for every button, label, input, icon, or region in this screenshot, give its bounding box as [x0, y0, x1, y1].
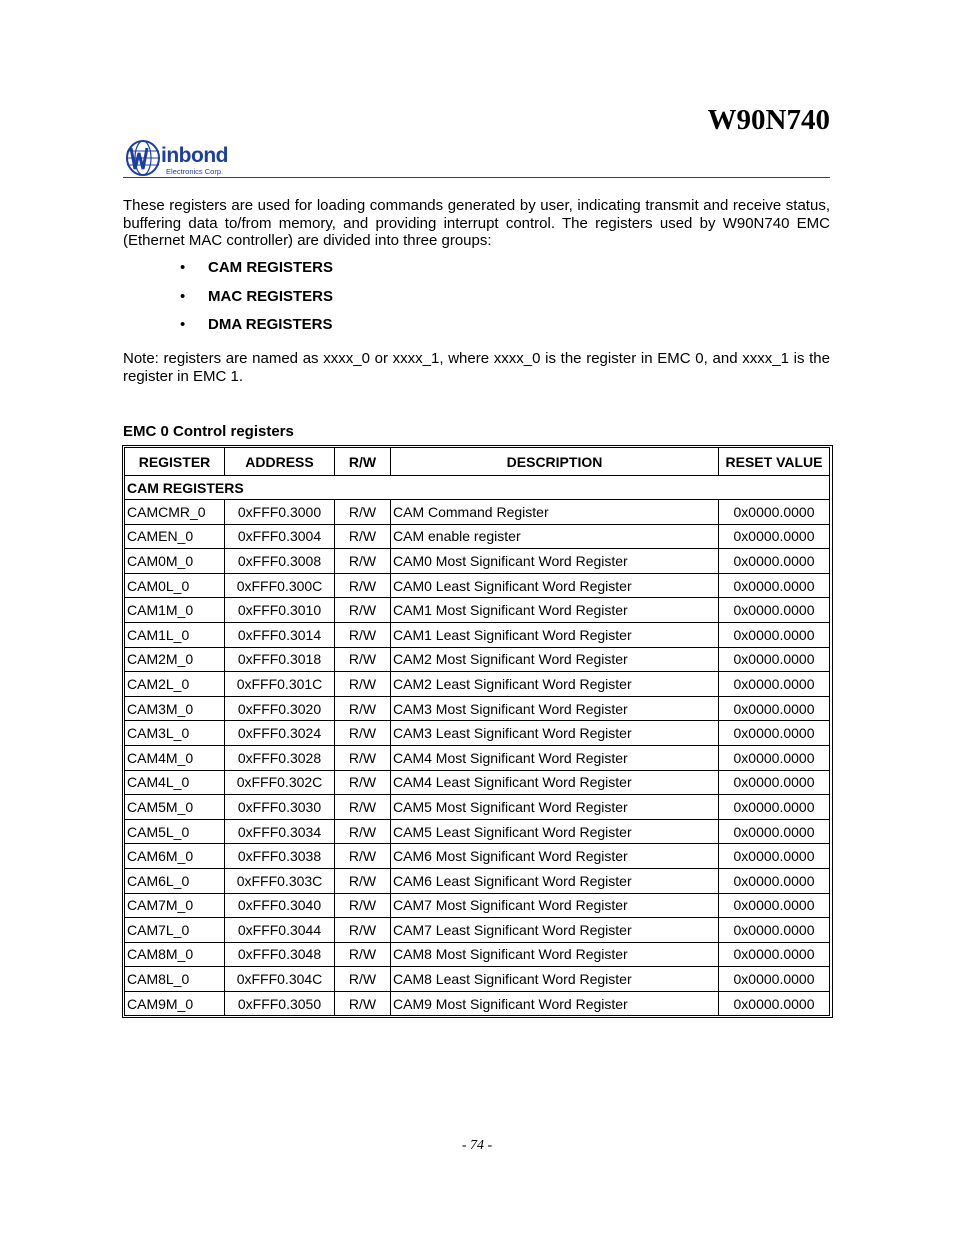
- description-cell: CAM4 Most Significant Word Register: [391, 745, 719, 770]
- logo-subtitle: Electronics Corp.: [166, 167, 224, 176]
- reset-value-cell: 0x0000.0000: [719, 598, 830, 623]
- table-row: [125, 967, 830, 992]
- table-row: [125, 893, 830, 918]
- rw-cell: R/W: [335, 991, 391, 1016]
- section-title: EMC 0 Control registers: [123, 423, 294, 440]
- reset-value-cell: 0x0000.0000: [719, 770, 830, 795]
- register-cell: CAM8M_0: [125, 942, 225, 967]
- register-cell: CAM7L_0: [125, 918, 225, 943]
- description-cell: CAM enable register: [391, 524, 719, 549]
- register-cell: CAMEN_0: [125, 524, 225, 549]
- rw-cell: R/W: [335, 549, 391, 574]
- reset-value-cell: 0x0000.0000: [719, 622, 830, 647]
- column-header: R/W: [335, 448, 391, 476]
- reset-value-cell: 0x0000.0000: [719, 991, 830, 1016]
- rw-cell: R/W: [335, 598, 391, 623]
- table-row: [125, 721, 830, 746]
- register-cell: CAM7M_0: [125, 893, 225, 918]
- table-row: [125, 795, 830, 820]
- register-cell: CAM4M_0: [125, 745, 225, 770]
- rw-cell: R/W: [335, 868, 391, 893]
- winbond-logo: [125, 139, 228, 179]
- description-cell: CAM0 Least Significant Word Register: [391, 573, 719, 598]
- address-cell: 0xFFF0.3008: [225, 549, 335, 574]
- bullet-icon: •: [180, 259, 186, 276]
- table-row: [125, 500, 830, 525]
- list-item: • CAM REGISTERS: [180, 259, 334, 276]
- table-row: [125, 573, 830, 598]
- rw-cell: R/W: [335, 844, 391, 869]
- reset-value-cell: 0x0000.0000: [719, 819, 830, 844]
- note-paragraph: Note: registers are named as xxxx_0 or xxxx_1, where xxxx_0 is the register in EMC 0, and xxxx_1 is the register in EMC 1.: [123, 350, 830, 385]
- rw-cell: R/W: [335, 770, 391, 795]
- reset-value-cell: 0x0000.0000: [719, 573, 830, 598]
- rw-cell: R/W: [335, 696, 391, 721]
- reset-value-cell: 0x0000.0000: [719, 672, 830, 697]
- description-cell: CAM3 Least Significant Word Register: [391, 721, 719, 746]
- reset-value-cell: 0x0000.0000: [719, 500, 830, 525]
- description-cell: CAM2 Most Significant Word Register: [391, 647, 719, 672]
- description-cell: CAM1 Most Significant Word Register: [391, 598, 719, 623]
- address-cell: 0xFFF0.300C: [225, 573, 335, 598]
- table-header-row: [125, 448, 830, 476]
- group-row: [125, 476, 830, 500]
- register-cell: CAM1M_0: [125, 598, 225, 623]
- description-cell: CAM5 Most Significant Word Register: [391, 795, 719, 820]
- description-cell: CAM8 Least Significant Word Register: [391, 967, 719, 992]
- bullet-icon: •: [180, 287, 186, 305]
- globe-icon: [125, 139, 165, 179]
- register-group-list: [180, 259, 333, 345]
- description-cell: CAM6 Most Significant Word Register: [391, 844, 719, 869]
- address-cell: 0xFFF0.3010: [225, 598, 335, 623]
- table-row: [125, 844, 830, 869]
- register-cell: CAM5M_0: [125, 795, 225, 820]
- description-cell: CAM8 Most Significant Word Register: [391, 942, 719, 967]
- register-cell: CAM9M_0: [125, 991, 225, 1016]
- reset-value-cell: 0x0000.0000: [719, 721, 830, 746]
- address-cell: 0xFFF0.3044: [225, 918, 335, 943]
- address-cell: 0xFFF0.304C: [225, 967, 335, 992]
- reset-value-cell: 0x0000.0000: [719, 696, 830, 721]
- header-rule: [123, 177, 830, 178]
- reset-value-cell: 0x0000.0000: [719, 868, 830, 893]
- table-row: [125, 622, 830, 647]
- description-cell: CAM2 Least Significant Word Register: [391, 672, 719, 697]
- register-cell: CAM5L_0: [125, 819, 225, 844]
- rw-cell: R/W: [335, 500, 391, 525]
- reset-value-cell: 0x0000.0000: [719, 524, 830, 549]
- address-cell: 0xFFF0.301C: [225, 672, 335, 697]
- address-cell: 0xFFF0.303C: [225, 868, 335, 893]
- rw-cell: R/W: [335, 524, 391, 549]
- rw-cell: R/W: [335, 942, 391, 967]
- address-cell: 0xFFF0.3040: [225, 893, 335, 918]
- address-cell: 0xFFF0.3050: [225, 991, 335, 1016]
- rw-cell: R/W: [335, 672, 391, 697]
- address-cell: 0xFFF0.3024: [225, 721, 335, 746]
- register-cell: CAM6M_0: [125, 844, 225, 869]
- rw-cell: R/W: [335, 795, 391, 820]
- document-title: W90N740: [707, 104, 830, 136]
- description-cell: CAM5 Least Significant Word Register: [391, 819, 719, 844]
- column-header: ADDRESS: [225, 448, 335, 476]
- description-cell: CAM7 Most Significant Word Register: [391, 893, 719, 918]
- intro-paragraph: These registers are used for loading commands generated by user, indicating transmit and receive status, buffering data to/from memory, and providing interrupt control. The registers used by W90N740 EMC (Ethernet MAC controller) are divided into three groups:: [123, 197, 830, 249]
- description-cell: CAM0 Most Significant Word Register: [391, 549, 719, 574]
- list-item: • MAC REGISTERS: [180, 287, 334, 305]
- column-header: REGISTER: [125, 448, 225, 476]
- reset-value-cell: 0x0000.0000: [719, 893, 830, 918]
- register-table-frame: [122, 445, 833, 1018]
- description-cell: CAM3 Most Significant Word Register: [391, 696, 719, 721]
- list-item: • DMA REGISTERS: [180, 316, 333, 333]
- address-cell: 0xFFF0.3004: [225, 524, 335, 549]
- column-header: RESET VALUE: [719, 448, 830, 476]
- address-cell: 0xFFF0.3018: [225, 647, 335, 672]
- column-header: DESCRIPTION: [391, 448, 719, 476]
- address-cell: 0xFFF0.3048: [225, 942, 335, 967]
- address-cell: 0xFFF0.3000: [225, 500, 335, 525]
- register-cell: CAM0L_0: [125, 573, 225, 598]
- table-row: [125, 647, 830, 672]
- register-cell: CAM6L_0: [125, 868, 225, 893]
- rw-cell: R/W: [335, 893, 391, 918]
- reset-value-cell: 0x0000.0000: [719, 918, 830, 943]
- table-row: [125, 672, 830, 697]
- rw-cell: R/W: [335, 745, 391, 770]
- reset-value-cell: 0x0000.0000: [719, 549, 830, 574]
- register-cell: CAM2M_0: [125, 647, 225, 672]
- table-row: [125, 696, 830, 721]
- register-cell: CAM3L_0: [125, 721, 225, 746]
- reset-value-cell: 0x0000.0000: [719, 967, 830, 992]
- rw-cell: R/W: [335, 622, 391, 647]
- address-cell: 0xFFF0.3020: [225, 696, 335, 721]
- reset-value-cell: 0x0000.0000: [719, 745, 830, 770]
- address-cell: 0xFFF0.3030: [225, 795, 335, 820]
- group-label: CAM REGISTERS: [125, 476, 830, 500]
- description-cell: CAM4 Least Significant Word Register: [391, 770, 719, 795]
- description-cell: CAM1 Least Significant Word Register: [391, 622, 719, 647]
- description-cell: CAM9 Most Significant Word Register: [391, 991, 719, 1016]
- register-cell: CAMCMR_0: [125, 500, 225, 525]
- table-row: [125, 819, 830, 844]
- description-cell: CAM6 Least Significant Word Register: [391, 868, 719, 893]
- description-cell: CAM7 Least Significant Word Register: [391, 918, 719, 943]
- rw-cell: R/W: [335, 647, 391, 672]
- table-row: [125, 598, 830, 623]
- address-cell: 0xFFF0.3028: [225, 745, 335, 770]
- table-row: [125, 770, 830, 795]
- rw-cell: R/W: [335, 819, 391, 844]
- table-row: [125, 942, 830, 967]
- table-row: [125, 745, 830, 770]
- register-table: [124, 447, 830, 1016]
- rw-cell: R/W: [335, 967, 391, 992]
- address-cell: 0xFFF0.3014: [225, 622, 335, 647]
- rw-cell: R/W: [335, 918, 391, 943]
- rw-cell: R/W: [335, 721, 391, 746]
- address-cell: 0xFFF0.3038: [225, 844, 335, 869]
- reset-value-cell: 0x0000.0000: [719, 647, 830, 672]
- address-cell: 0xFFF0.3034: [225, 819, 335, 844]
- table-row: [125, 524, 830, 549]
- register-cell: CAM2L_0: [125, 672, 225, 697]
- table-row: [125, 549, 830, 574]
- page-number: - 74 -: [461, 1138, 493, 1153]
- register-cell: CAM0M_0: [125, 549, 225, 574]
- rw-cell: R/W: [335, 573, 391, 598]
- register-cell: CAM3M_0: [125, 696, 225, 721]
- reset-value-cell: 0x0000.0000: [719, 795, 830, 820]
- table-row: [125, 918, 830, 943]
- reset-value-cell: 0x0000.0000: [719, 844, 830, 869]
- register-cell: CAM8L_0: [125, 967, 225, 992]
- description-cell: CAM Command Register: [391, 500, 719, 525]
- reset-value-cell: 0x0000.0000: [719, 942, 830, 967]
- bullet-icon: •: [180, 316, 186, 333]
- address-cell: 0xFFF0.302C: [225, 770, 335, 795]
- table-row: [125, 991, 830, 1016]
- register-cell: CAM4L_0: [125, 770, 225, 795]
- table-row: [125, 868, 830, 893]
- logo-wordmark: inbond: [161, 144, 228, 167]
- register-cell: CAM1L_0: [125, 622, 225, 647]
